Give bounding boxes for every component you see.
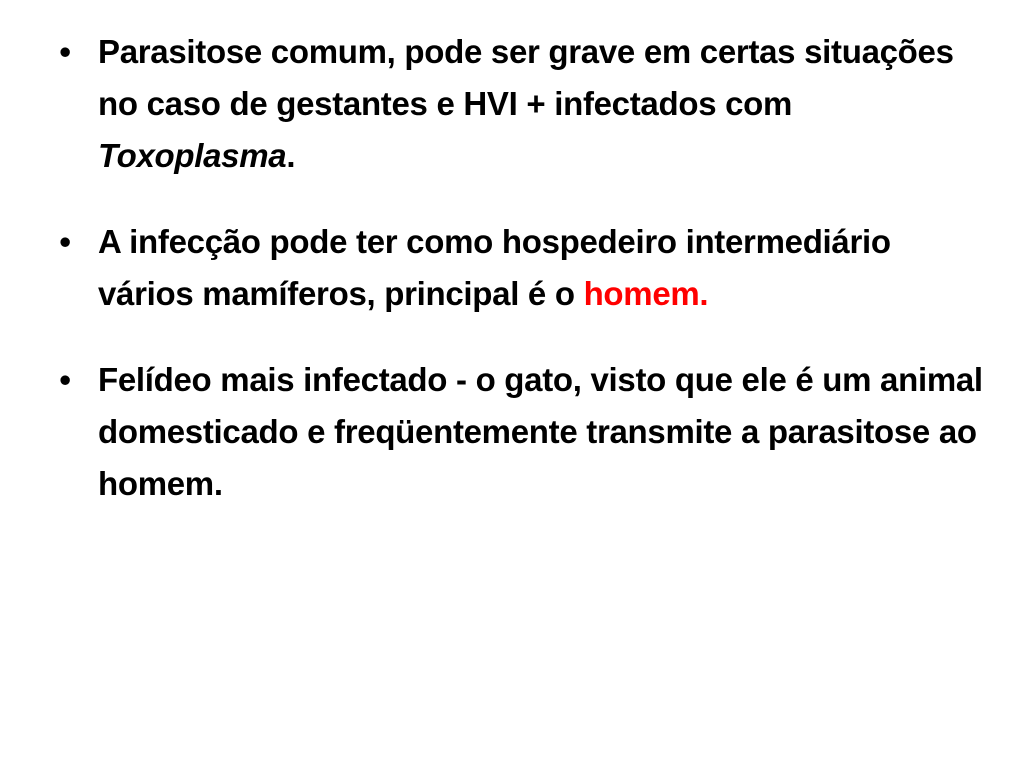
bullet-highlight-text: homem.: [583, 275, 709, 312]
bullet-icon: •: [59, 361, 71, 398]
bullet-icon: •: [59, 223, 71, 260]
bullet-icon: •: [59, 33, 71, 70]
bullet-item-parasitose: [55, 26, 985, 182]
bullet-text-end: .: [286, 137, 296, 174]
bullet-text: Felídeo mais infectado - o gato, visto que ele é um animal domesticado e freqüentemente transmite a parasitose ao homem.: [98, 361, 983, 502]
bullet-text: A infecção pode ter como hospedeiro intermediário vários mamíferos, principal é o: [98, 223, 891, 312]
bullet-italic-text: Toxoplasma: [98, 137, 287, 174]
bullet-item-felideo: [55, 354, 985, 510]
bullet-item-infeccao: [55, 216, 985, 320]
bullet-text: Parasitose comum, pode ser grave em certas situações no caso de gestantes e HVI + infectados com: [98, 33, 954, 122]
bullet-list: [55, 26, 985, 544]
